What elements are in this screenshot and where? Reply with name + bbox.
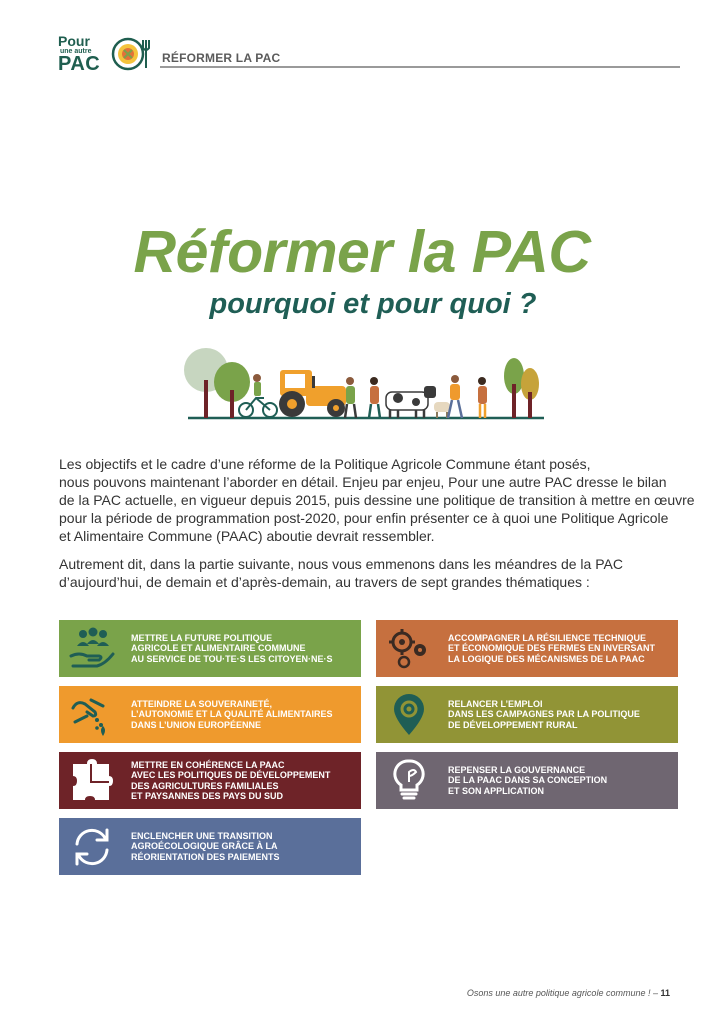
theme-text	[448, 633, 655, 665]
theme-card-sovereignty[interactable]	[59, 686, 361, 743]
theme-card-governance[interactable]	[376, 752, 678, 809]
puzzle-icon	[67, 758, 117, 803]
page-footer	[467, 988, 670, 998]
theme-line: ET ÉCONOMIQUE DES FERMES EN INVERSANT	[448, 643, 656, 654]
intro-line: nous pouvons maintenant l’aborder en détail. Enjeu par enjeu, Pour une autre PAC dresse le bilan	[59, 474, 667, 490]
page-subtitle: pourquoi et pour quoi ?	[209, 288, 537, 320]
theme-line: METTRE EN COHÉRENCE LA PAAC	[131, 759, 285, 770]
page-title: Réformer la PAC	[133, 219, 591, 285]
logo-line1: Pour	[58, 33, 90, 49]
logo-line3: PAC	[58, 53, 101, 75]
logo-line2: une autre	[60, 48, 92, 55]
theme-line: AVEC LES POLITIQUES DE DÉVELOPPEMENT	[131, 769, 331, 780]
theme-card-citizens[interactable]	[59, 620, 361, 677]
theme-card-employment[interactable]	[376, 686, 678, 743]
cycle-arrows-icon	[67, 824, 117, 869]
theme-line: ET PAYSANNES DES PAYS DU SUD	[131, 791, 284, 802]
lightbulb-leaf-icon	[384, 758, 434, 803]
theme-line: DES AGRICULTURES FAMILIALES	[131, 780, 279, 791]
theme-line: L’AUTONOMIE ET LA QUALITÉ ALIMENTAIRES	[131, 709, 333, 720]
theme-line: DE LA PAAC DANS SA CONCEPTION	[448, 775, 608, 786]
theme-line: REPENSER LA GOUVERNANCE	[448, 764, 586, 775]
page-number: 11	[660, 988, 670, 998]
theme-text	[448, 765, 607, 797]
watering-can-icon	[67, 692, 117, 737]
footer-text: Osons une autre politique agricole commune ! –	[466, 988, 658, 998]
theme-text	[131, 759, 330, 801]
theme-text	[448, 699, 640, 731]
header-divider	[160, 66, 680, 68]
theme-line: AGROÉCOLOGIQUE GRÂCE À LA	[131, 841, 278, 852]
farm-scene-illustration	[184, 340, 548, 426]
theme-line: ENCLENCHER UNE TRANSITION	[131, 830, 273, 841]
plate-fork-icon	[108, 36, 154, 72]
theme-card-resilience[interactable]	[376, 620, 678, 677]
theme-line: RELANCER L’EMPLOI	[448, 698, 543, 709]
intro-line: Les objectifs et le cadre d’une réforme de la Politique Agricole Commune étant posés,	[59, 456, 591, 472]
theme-line: ACCOMPAGNER LA RÉSILIENCE TECHNIQUE	[448, 632, 647, 643]
people-hand-icon	[67, 626, 117, 671]
intro-line: pour la période de programmation post-2020, pour enfin présenter ce à quoi une Politique Agricole	[59, 510, 669, 526]
theme-card-south-policies[interactable]	[59, 752, 361, 809]
theme-line: DE DÉVELOPPEMENT RURAL	[448, 719, 578, 730]
intro2-line: d’aujourd’hui, de demain et d’après-demain, au travers de sept grandes thématiques :	[59, 574, 590, 590]
pour-une-autre-pac-logo	[58, 34, 154, 74]
theme-line: LA LOGIQUE DES MÉCANISMES DE LA PAAC	[448, 653, 645, 664]
theme-text	[131, 633, 333, 665]
theme-line: METTRE LA FUTURE POLITIQUE	[131, 632, 273, 643]
theme-line: ATTEINDRE LA SOUVERAINETÉ,	[131, 698, 273, 709]
theme-card-agroecology[interactable]	[59, 818, 361, 875]
intro-paragraph	[59, 455, 695, 545]
section-label: RÉFORMER LA PAC	[162, 51, 281, 65]
theme-text	[131, 699, 333, 731]
theme-line: AU SERVICE DE TOU·TE·S LES CITOYEN·NE·S	[131, 653, 333, 664]
theme-line: RÉORIENTATION DES PAIEMENTS	[131, 851, 280, 862]
theme-line: DANS LES CAMPAGNES PAR LA POLITIQUE	[448, 709, 640, 720]
intro2-line: Autrement dit, dans la partie suivante, nous vous emmenons dans les méandres de la PAC	[59, 556, 623, 572]
intro-line: de la PAC actuelle, en vigueur depuis 2015, puis dessine une politique de transition à mettre en œuvre	[59, 492, 695, 508]
theme-line: AGRICOLE ET ALIMENTAIRE COMMUNE	[131, 643, 306, 654]
location-gear-icon	[384, 692, 434, 737]
theme-line: DANS L’UNION EUROPÉENNE	[131, 719, 262, 730]
gears-icon	[384, 626, 434, 671]
theme-line: ET SON APPLICATION	[448, 785, 545, 796]
intro-paragraph-2	[59, 555, 681, 591]
intro-line: et Alimentaire Commune (PAAC) aboutie devrait ressembler.	[59, 528, 435, 544]
theme-text	[131, 831, 280, 863]
